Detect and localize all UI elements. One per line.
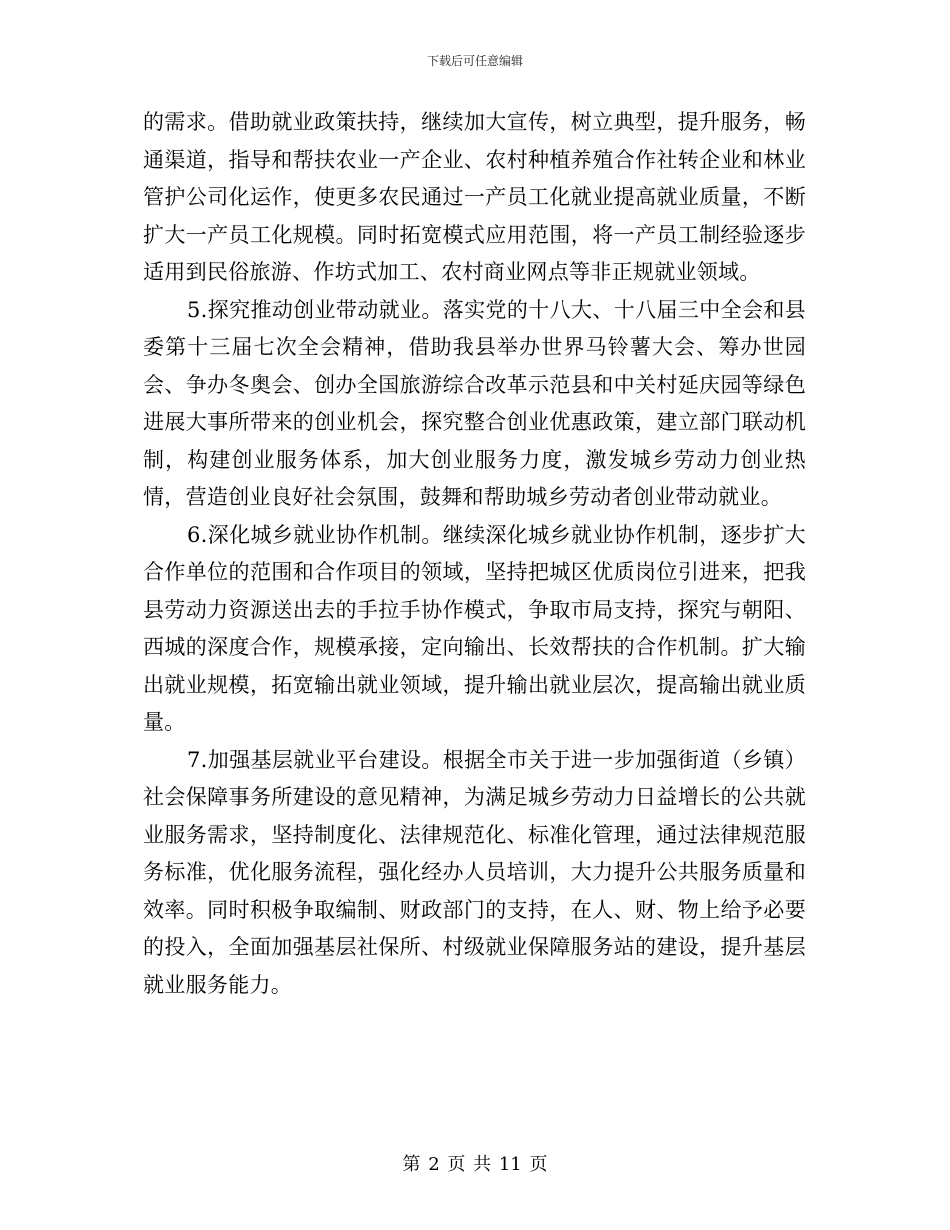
paragraph-item-6: 6.深化城乡就业协作机制。继续深化城乡就业协作机制，逐步扩大合作单位的范围和合作项目的领域，坚持把城区优质岗位引进来，把我县劳动力资源送出去的手拉手协作模式，争取市局支持，探究与朝阳、西城的深度合作，规模承接，定向输出、长效帮扶的合作机制。扩大输出就业规模，拓宽输出就业领域，提升输出就业层次，提高输出就业质量。	[143, 522, 806, 734]
page-number-footer: 第 2 页 共 11 页	[402, 1154, 548, 1175]
paragraph-continuation: 的需求。借助就业政策扶持，继续加大宣传，树立典型，提升服务，畅通渠道，指导和帮扶农业一产企业、农村种植养殖合作社转企业和林业管护公司化运作，使更多农民通过一产员工化就业提高就业质量，不断扩大一产员工化规模。同时拓宽模式应用范围，将一产员工制经验逐步适用到民俗旅游、作坊式加工、农村商业网点等非正规就业领域。	[143, 110, 806, 284]
page-header-note: 下载后可任意编辑	[426, 54, 523, 68]
paragraph-item-5: 5.探究推动创业带动就业。落实党的十八大、十八届三中全会和县委第十三届七次全会精神，借助我县举办世界马铃薯大会、筹办世园会、争办冬奥会、创办全国旅游综合改革示范县和中关村延庆园等绿色进展大事所带来的创业机会，探究整合创业优惠政策，建立部门联动机制，构建创业服务体系，加大创业服务力度，激发城乡劳动力创业热情，营造创业良好社会氛围，鼓舞和帮助城乡劳动者创业带动就业。	[143, 297, 806, 509]
document-body	[143, 104, 806, 1004]
paragraph-item-7: 7.加强基层就业平台建设。根据全市关于进一步加强街道（乡镇）社会保障事务所建设的意见精神，为满足城乡劳动力日益增长的公共就业服务需求，坚持制度化、法律规范化、标准化管理，通过法律规范服务标准，优化服务流程，强化经办人员培训，大力提升公共服务质量和效率。同时积极争取编制、财政部门的支持，在人、财、物上给予必要的投入，全面加强基层社保所、村级就业保障服务站的建设，提升基层就业服务能力。	[143, 747, 806, 997]
